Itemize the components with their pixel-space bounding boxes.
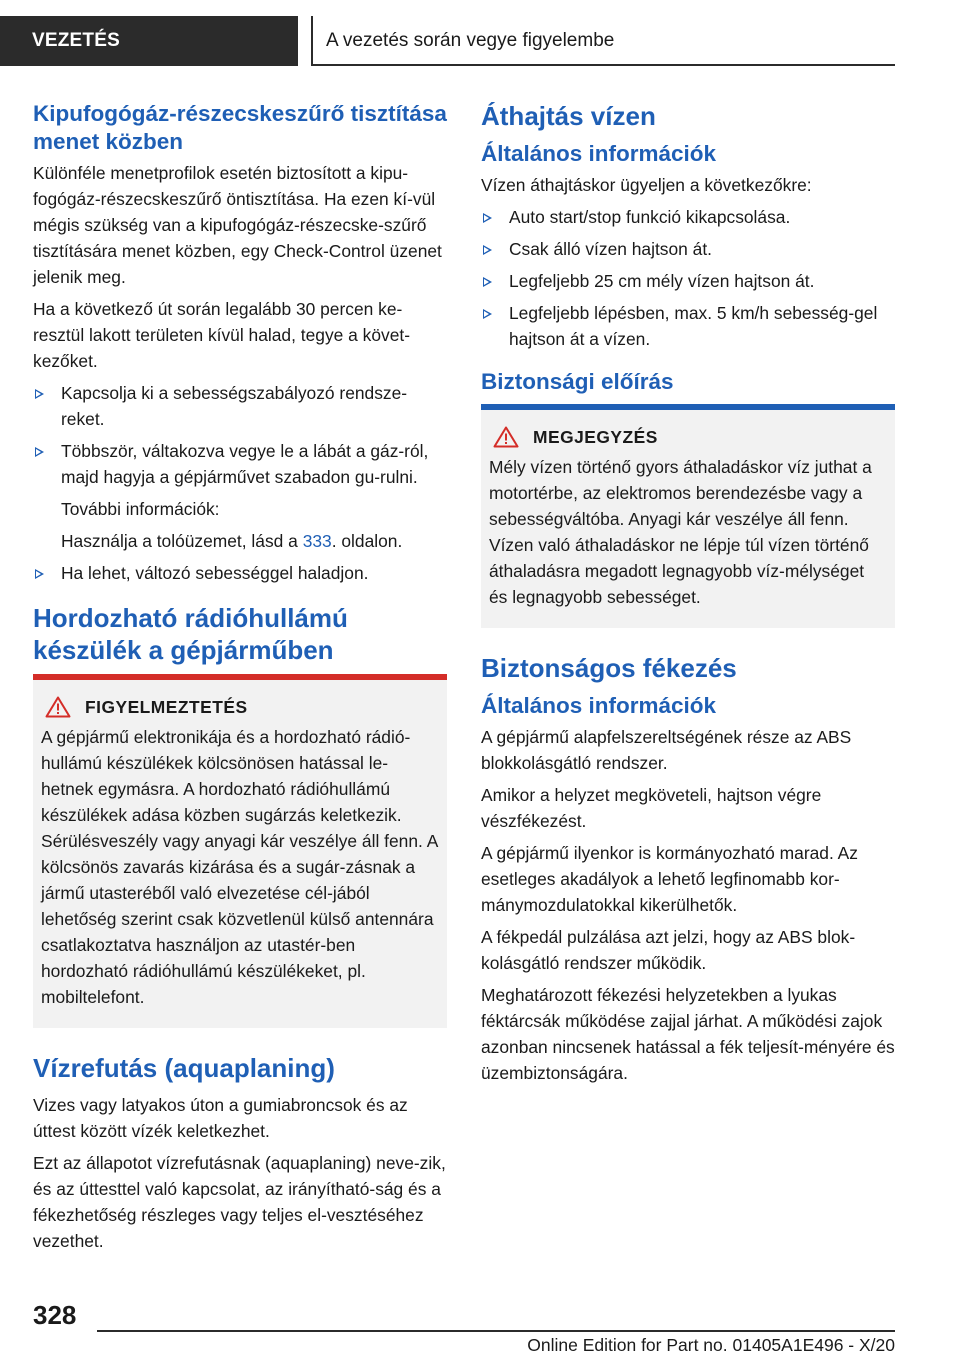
note-text: Mély vízen történő gyors áthaladáskor víz juthat a motortérbe, az elektromos berendezésbe vagy a sebességváltóba. Anyagi kár veszélye áll fenn. Vízen való áthaladáskor ne lépje túl vízen történő áthaladásra megadott legnagyobb víz-mélységet és legnagyobb sebességet. bbox=[489, 457, 872, 607]
note-title: MEGJEGYZÉS bbox=[489, 424, 887, 450]
warning-triangle-icon bbox=[45, 696, 71, 718]
warning-title: FIGYELMEZTETÉS bbox=[41, 694, 439, 720]
step-arrow-icon bbox=[35, 389, 44, 399]
warning-triangle-icon bbox=[493, 426, 519, 448]
page-number: 328 bbox=[33, 1300, 77, 1330]
warning-box bbox=[33, 674, 447, 1028]
dpf-paragraph-1: Különféle menetprofilok esetén biztosított a kipu-fogógáz-részecskeszűrő öntisztítása. Ha ezen kí-vül mégis szükség van a kipufogógáz-részecske-szűrő tisztítására menet közben, egy Check-Control üzenet jelenik meg. bbox=[33, 163, 442, 287]
dpf-paragraph-2: Ha a következő út során legalább 30 percen ke-resztül lakott területen kívül halad, tegye a követ-kezőket. bbox=[33, 299, 410, 371]
dpf-heading: Kipufogógáz-részecskeszűrő tisztítása menet közben bbox=[33, 101, 447, 154]
right-column bbox=[481, 100, 895, 1092]
section-title: A vezetés során vegye figyelembe bbox=[326, 30, 615, 51]
aquaplaning-heading: Vízrefutás (aquaplaning) bbox=[33, 1053, 335, 1083]
braking-paragraph-3: A gépjármű ilyenkor is kormányozható marad. Az esetleges akadályok a lehető legfinomabb kor-mánymozdulatokkal kikerülhetők. bbox=[481, 843, 858, 915]
braking-general-subheading: Általános információk bbox=[481, 693, 717, 718]
step-item: Auto start/stop funkció kikapcsolása. bbox=[481, 204, 895, 230]
chapter-tab: VEZETÉS bbox=[0, 16, 298, 66]
braking-paragraph-1: A gépjármű alapfelszereltségének része az ABS blokkolásgátló rendszer. bbox=[481, 727, 852, 773]
aquaplaning-paragraph-2: Ezt az állapotot vízrefutásnak (aquaplaning) neve-zik, és az úttesttel való kapcsolat, az irányítható-ság és a fékezhetőség részleges vagy teljes el-vesztéséhez vezethet. bbox=[33, 1153, 446, 1251]
tow-reference: Használja a tolóüzemet, lásd a 333. oldalon. bbox=[61, 531, 403, 551]
step-arrow-icon bbox=[35, 447, 44, 457]
radio-heading: Hordozható rádióhullámú készülék a gépjárműben bbox=[33, 603, 348, 665]
page-link[interactable]: 333 bbox=[302, 531, 332, 551]
water-steps bbox=[481, 204, 895, 352]
water-general-subheading: Általános információk bbox=[481, 141, 717, 166]
step-item: Legfeljebb 25 cm mély vízen hajtson át. bbox=[481, 268, 895, 294]
more-info-label: További információk: bbox=[61, 499, 220, 519]
edition-info: Online Edition for Part no. 01405A1E496 - X/20 bbox=[527, 1335, 895, 1355]
step-item: Ha lehet, változó sebességgel haladjon. bbox=[33, 560, 447, 586]
header-separator bbox=[311, 16, 313, 66]
step-item: Legfeljebb lépésben, max. 5 km/h sebesség-gel hajtson át a vízen. bbox=[481, 300, 895, 352]
step-arrow-icon bbox=[483, 309, 492, 319]
step-item: Kapcsolja ki a sebességszabályozó rendsze-reket. bbox=[33, 380, 447, 432]
note-box bbox=[481, 404, 895, 628]
aquaplaning-paragraph-1: Vizes vagy latyakos úton a gumiabroncsok és az úttest között vízék keletkezhet. bbox=[33, 1095, 408, 1141]
braking-paragraph-5: Meghatározott fékezési helyzetekben a lyukas féktárcsák működése zajjal járhat. A működési zajok azonban nincsenek hatással a fék teljesít-ményére és üzembiztonságára. bbox=[481, 985, 895, 1083]
header-rule bbox=[311, 64, 895, 66]
step-item: Csak álló vízen hajtson át. bbox=[481, 236, 895, 262]
page-header bbox=[0, 0, 960, 66]
braking-paragraph-2: Amikor a helyzet megköveteli, hajtson végre vészfékezést. bbox=[481, 785, 822, 831]
braking-heading: Biztonságos fékezés bbox=[481, 653, 737, 683]
warning-text: A gépjármű elektronikája és a hordozható rádió-hullámú készülékek kölcsönösen hatással le-hetnek egymásra. A hordozható rádióhullámú készülékek adása közben sugárzás keletkezik. Sérülésveszély vagy anyagi kár veszélye áll fenn. A kölcsönös zavarás kizárása és a sugár-zásnak a jármű utasteréből való elvezetése cél-jából lehetőség szerint csak közvetlenül külső antennára csatlakoztatva használjon az utastér-ben hordozható rádióhullámú készülékeket, pl. mobiltelefont. bbox=[41, 727, 438, 1007]
safety-subheading: Biztonsági előírás bbox=[481, 369, 674, 394]
dpf-steps bbox=[33, 380, 447, 490]
step-arrow-icon bbox=[35, 569, 44, 579]
step-arrow-icon bbox=[483, 245, 492, 255]
braking-paragraph-4: A fékpedál pulzálása azt jelzi, hogy az ABS blok-kolásgátló rendszer működik. bbox=[481, 927, 856, 973]
water-intro: Vízen áthajtáskor ügyeljen a következőkre: bbox=[481, 175, 812, 195]
step-arrow-icon bbox=[483, 213, 492, 223]
left-column bbox=[33, 100, 447, 1260]
step-item: Többször, váltakozva vegye le a lábát a gáz-ról, majd hagyja a gépjárművet szabadon gu-rulni. bbox=[33, 438, 447, 490]
dpf-steps-2 bbox=[33, 560, 447, 586]
water-crossing-heading: Áthajtás vízen bbox=[481, 101, 656, 131]
footer-rule bbox=[97, 1330, 895, 1332]
step-arrow-icon bbox=[483, 277, 492, 287]
